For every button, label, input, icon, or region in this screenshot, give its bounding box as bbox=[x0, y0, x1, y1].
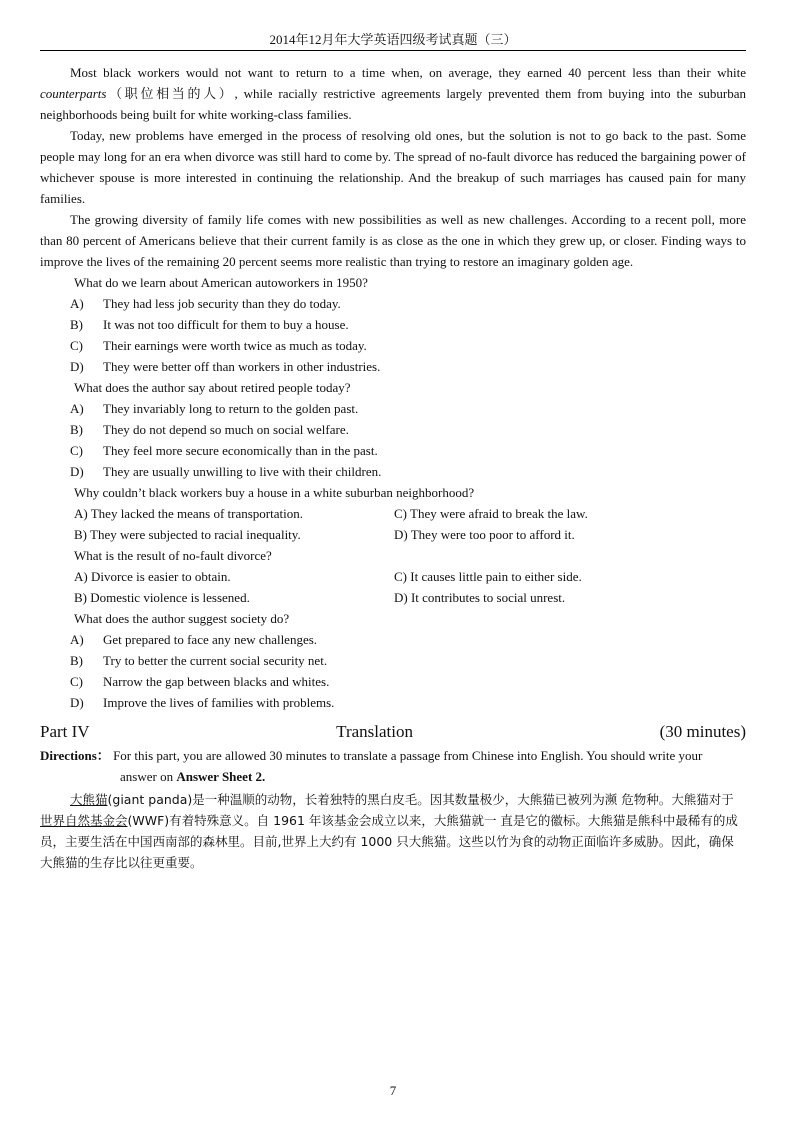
part-label: Part IV bbox=[40, 722, 90, 741]
option-c bbox=[40, 440, 746, 461]
passage-text: （职位相当的人）, while racially restrictive agreements largely prevented them from buying into the suburban neighborhoods being built for white working-class families. bbox=[40, 86, 746, 122]
option-a bbox=[40, 293, 746, 314]
option-letter: C) bbox=[70, 443, 83, 458]
option-letter: B) bbox=[70, 422, 83, 437]
option-c: C) They were afraid to break the law. bbox=[394, 506, 588, 521]
question-2 bbox=[40, 377, 746, 482]
option-row bbox=[40, 566, 746, 587]
option-d bbox=[40, 461, 746, 482]
option-letter: A) bbox=[70, 401, 84, 416]
option-letter: D) bbox=[70, 464, 84, 479]
option-b: B) They were subjected to racial inequality. bbox=[74, 527, 301, 542]
option-text: Get prepared to face any new challenges. bbox=[103, 632, 318, 647]
option-text: They were better off than workers in other industries. bbox=[103, 359, 381, 374]
page-header: 2014年12月年大学英语四级考试真题（三） bbox=[269, 32, 517, 47]
page-content bbox=[40, 62, 746, 873]
option-a bbox=[40, 629, 746, 650]
option-d: D) They were too poor to afford it. bbox=[394, 527, 575, 542]
option-d: D) It contributes to social unrest. bbox=[394, 590, 566, 605]
option-row bbox=[40, 587, 746, 608]
underlined-term: 大熊猫 bbox=[70, 792, 108, 807]
directions-line-2 bbox=[40, 766, 746, 787]
option-text: It was not too difficult for them to buy a house. bbox=[103, 317, 349, 332]
passage-paragraph-1 bbox=[40, 62, 746, 125]
question-4 bbox=[40, 545, 746, 608]
directions-label: Directions： bbox=[40, 748, 110, 763]
option-text: Improve the lives of families with problems. bbox=[103, 695, 335, 710]
passage-text: Most black workers would not want to return to a time when, on average, they earned 40 percent less than their white bbox=[70, 65, 746, 80]
page-number: 7 bbox=[389, 1083, 397, 1098]
option-letter: B) bbox=[70, 653, 83, 668]
option-row bbox=[40, 524, 746, 545]
option-c bbox=[40, 671, 746, 692]
passage-italic-term: counterparts bbox=[40, 86, 107, 101]
part-title: Translation bbox=[336, 722, 413, 741]
answer-sheet-label: Answer Sheet 2. bbox=[176, 769, 266, 784]
option-b: B) Domestic violence is lessened. bbox=[74, 590, 250, 605]
option-text: Their earnings were worth twice as much as today. bbox=[103, 338, 367, 353]
passage-paragraph-2: Today, new problems have emerged in the process of resolving old ones, but the solution is not to go back to the past. Some people may long for an era when divorce was still hard to come by. The spread of no-fault divorce has reduced the bargaining power of whichever spouse is more interested in continuing the relationship. And the breakup of such marriages has caused pain for many families. bbox=[40, 128, 746, 206]
question-stem: What do we learn about American autoworkers in 1950? bbox=[74, 275, 368, 290]
option-letter: C) bbox=[70, 338, 83, 353]
option-letter: C) bbox=[70, 674, 83, 689]
option-a: A) Divorce is easier to obtain. bbox=[74, 569, 231, 584]
header-divider bbox=[40, 50, 746, 51]
option-letter: A) bbox=[70, 296, 84, 311]
option-b bbox=[40, 419, 746, 440]
option-a: A) They lacked the means of transportation. bbox=[74, 506, 303, 521]
option-letter: D) bbox=[70, 359, 84, 374]
question-5 bbox=[40, 608, 746, 713]
option-text: Try to better the current social security net. bbox=[103, 653, 328, 668]
part-time: (30 minutes) bbox=[659, 722, 746, 741]
directions bbox=[40, 745, 746, 787]
question-stem: What is the result of no-fault divorce? bbox=[74, 548, 272, 563]
option-d bbox=[40, 692, 746, 713]
translation-text: (WWF)有着特殊意义。自 1961 年该基金会成立以来，大熊猫就一 直是它的徽标。大熊猫是熊科中最稀有的成员，主要生活在中国西南部的森林里。目前,世界上大约有 1000 只大熊猫。这些以竹为食的动物正面临许多威胁。因此，确保大熊猫的生存比以往更重要。 bbox=[40, 813, 738, 870]
option-a bbox=[40, 398, 746, 419]
option-text: They feel more secure economically than in the past. bbox=[103, 443, 378, 458]
translation-passage bbox=[40, 789, 746, 873]
option-row bbox=[40, 503, 746, 524]
part-heading bbox=[40, 721, 746, 743]
option-text: They invariably long to return to the golden past. bbox=[103, 401, 359, 416]
question-stem: What does the author say about retired people today? bbox=[74, 380, 351, 395]
option-b bbox=[40, 650, 746, 671]
option-text: They had less job security than they do today. bbox=[103, 296, 341, 311]
question-stem: Why couldn’t black workers buy a house in a white suburban neighborhood? bbox=[74, 485, 475, 500]
translation-text: (giant panda)是一种温顺的动物，长着独特的黑白皮毛。因其数量极少，大熊猫已被列为濒 危物种。大熊猫对于 bbox=[107, 792, 734, 807]
option-text: They are usually unwilling to live with their children. bbox=[103, 464, 382, 479]
question-stem: What does the author suggest society do? bbox=[74, 611, 290, 626]
option-b bbox=[40, 314, 746, 335]
option-d bbox=[40, 356, 746, 377]
option-text: Narrow the gap between blacks and whites. bbox=[103, 674, 330, 689]
underlined-term: 世界自然基金会 bbox=[40, 813, 128, 828]
question-1 bbox=[40, 272, 746, 377]
directions-text: For this part, you are allowed 30 minutes to translate a passage from Chinese into English. You should write your bbox=[113, 748, 703, 763]
option-letter: B) bbox=[70, 317, 83, 332]
option-c bbox=[40, 335, 746, 356]
directions-text: answer on bbox=[120, 769, 177, 784]
option-c: C) It causes little pain to either side. bbox=[394, 569, 582, 584]
option-letter: D) bbox=[70, 695, 84, 710]
question-3 bbox=[40, 482, 746, 545]
option-letter: A) bbox=[70, 632, 84, 647]
option-text: They do not depend so much on social welfare. bbox=[103, 422, 349, 437]
passage-paragraph-3: The growing diversity of family life comes with new possibilities as well as new challenges. According to a recent poll, more than 80 percent of Americans believe that their current family is as close as the one in which they grew up, or closer. Finding ways to improve the lives of the remaining 20 percent seems more realistic than trying to restore an imaginary golden age. bbox=[40, 212, 746, 269]
